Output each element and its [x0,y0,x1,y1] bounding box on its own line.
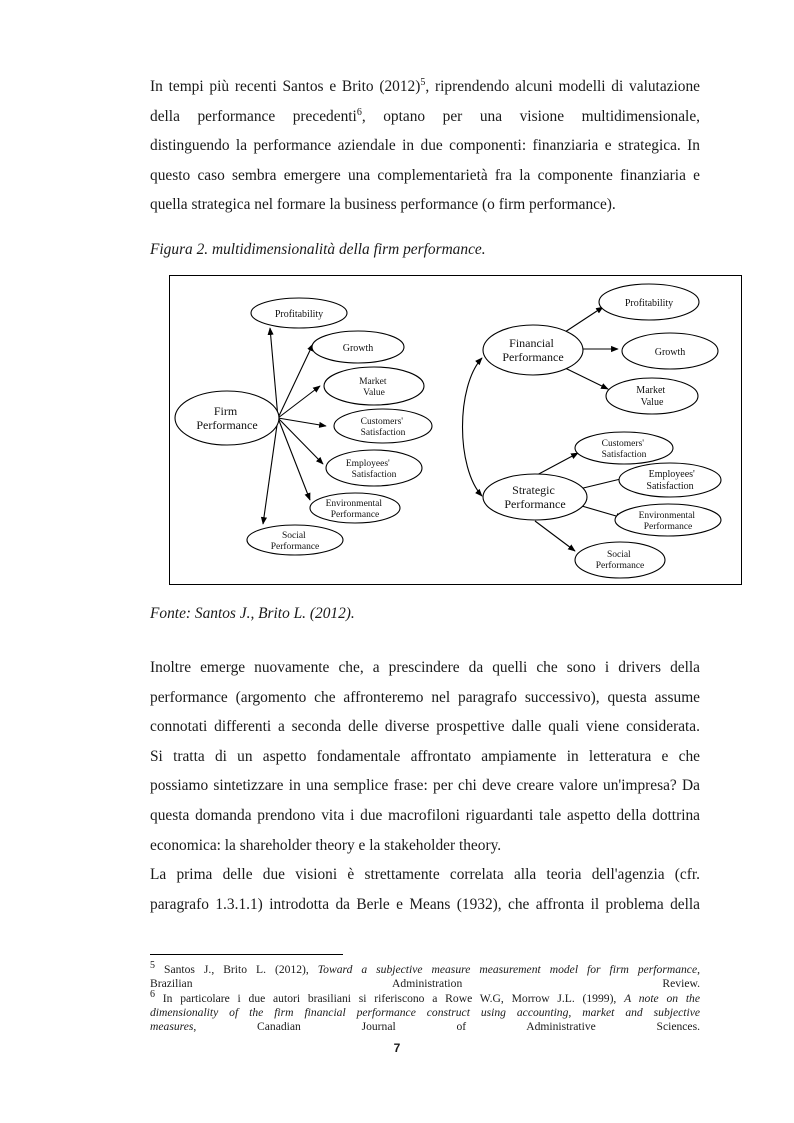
node-right-market-value [606,378,698,414]
arrow-strategic-customers [535,453,578,476]
label-left-market-value: Market Value [359,377,387,398]
label-left-growth: Growth [342,343,374,354]
label-firm-performance: Firm Performance [196,404,258,432]
body-line-1: Inoltre emerge nuovamente che, a prescindere da quelli che sono i drivers della [150,659,700,676]
body-line-5: possiamo sintetizzare in una semplice frase: per chi deve creare valore un'impresa? Da [150,777,700,795]
label-left-employees: Employees' Satisfaction [345,459,397,480]
label-right-customers: Customers' Satisfaction [601,439,647,460]
node-right-social [575,542,665,578]
figure-diagram [169,275,742,585]
intro-line-4: questo caso sembra emergere una complementarietà fra la componente finanziaria e [150,166,700,184]
footnote-5-line-2: Brazilian Administration Review. [150,977,700,991]
label-financial-performance: Financial Performance [502,336,564,364]
intro-line-2: della performance precedenti$^6$, optano per una visione multidimensionale, [150,106,701,125]
intro-line-3: distinguendo la performance aziendale in due componenti: finanziaria e strategica. In [150,137,700,155]
diagram-svg [170,276,743,586]
label-left-social: Social Performance [270,531,320,552]
arrow-financial-strategic [463,358,483,496]
label-right-growth: Growth [654,347,686,358]
intro-paragraph [150,72,700,220]
footnote-6 [150,989,700,1035]
intro-line-1: In tempi più recenti Santos e Brito $(2012)^5$, riprendendo alcuni modelli di valutazione [150,76,700,95]
body-line-9: paragrafo 1.3.1.1) introdotta da Berle e Means (1932), che affronta il problema della [150,895,700,913]
label-right-market-value: Market Value [636,385,666,408]
footnote-5 [150,960,701,991]
body-line-8: La prima delle due visioni è strettamente correlata alla teoria dell'agenzia (cfr. [150,866,700,884]
body-line-7: economica: la shareholder theory e la stakeholder theory. [150,836,502,854]
footnote-6-line-1: $^6$ In particolare i due autori brasiliani si riferiscono a Rowe W.G, Morrow J.L. (1999), A note on the [150,989,700,1005]
body-line-3: connotati differenti a seconda delle diverse prospettive dalle quali viene considerata. [150,718,700,736]
arrow-firm-growth [278,344,313,418]
body-line-2: performance (argomento che affronteremo nel paragrafo successivo), questa assume [150,688,700,706]
label-right-employees: Employees' Satisfaction [646,469,695,492]
figure-caption: Figura 2. multidimensionalità della firm performance. [150,241,486,258]
body-paragraph [150,653,700,919]
page-number: 7 [393,1041,401,1055]
intro-line-5: quella strategica nel formare la business performance (o firm performance). [150,196,616,214]
label-left-environmental: Environmental Performance [325,499,383,520]
body-line-4: Si tratta di un aspetto fondamentale affrontato ampiamente in letteratura e che [150,747,700,765]
footnote-divider [150,954,343,955]
arrow-financial-market [565,368,608,389]
arrow-financial-profitability [565,307,603,332]
footnote-5-line-1: $^5$ Santos J., Brito L. (2012), Toward a subjective measure measurement model for firm performance, [150,960,701,976]
arrow-firm-environmental [278,418,310,500]
footnote-6-line-2: dimensionality of the firm financial performance construct using accounting, market and subjective [150,1006,700,1020]
label-left-customers: Customers' Satisfaction [360,417,406,438]
label-right-social: Social Performance [595,550,645,571]
footnote-6-line-3: measures, Canadian Journal of Administrative Sciences. [150,1020,700,1034]
label-right-environmental: Environmental Performance [638,511,696,532]
body-line-6: questa domanda prendono vita i due macrofiloni riguardanti tale aspetto della dottrina [150,806,700,824]
label-right-profitability: Profitability [624,298,674,309]
arrow-strategic-social [535,521,575,551]
label-strategic-performance: Strategic Performance [504,483,566,511]
figure-source: Fonte: Santos J., Brito L. (2012). [150,605,355,622]
label-left-profitability: Profitability [274,309,324,320]
arrow-firm-market [278,386,320,418]
